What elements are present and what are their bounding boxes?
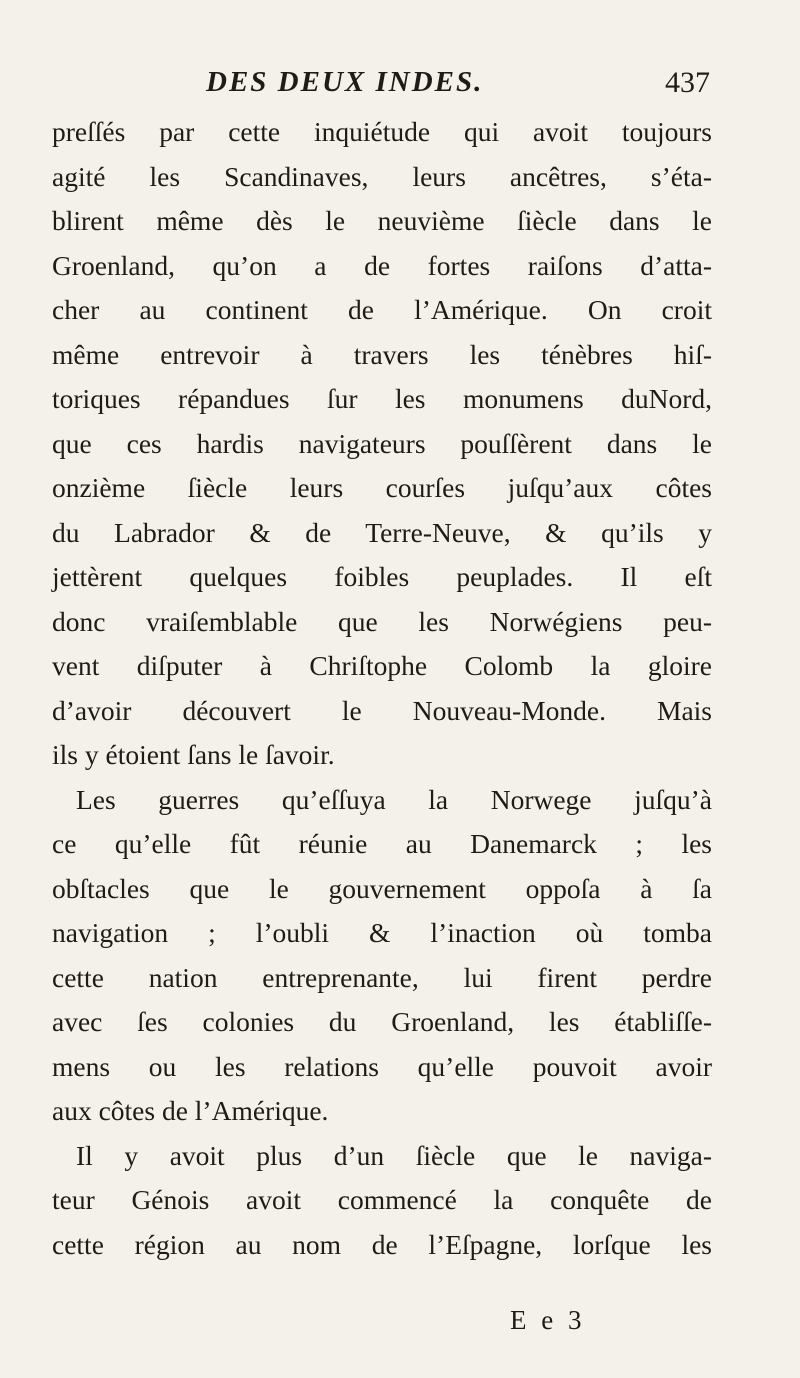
text-line: d’avoir découvert le Nouveau-Monde. Mais bbox=[52, 694, 712, 726]
text-line: Les guerres qu’eſſuya la Norwege juſqu’à bbox=[76, 783, 712, 815]
text-line: toriques répandues ſur les monumens duNord, bbox=[52, 383, 712, 414]
text-line: avec ſes colonies du Groenland, les établiſſe- bbox=[52, 1006, 712, 1037]
text-line: même entrevoir à travers les ténèbres hiſ- bbox=[52, 338, 712, 370]
text-line: aux côtes de l’Amérique. bbox=[52, 1095, 329, 1126]
text-line: vent diſputer à Chriſtophe Colomb la gloire bbox=[52, 650, 712, 681]
text-line: cette région au nom de l’Eſpagne, lorſque les bbox=[52, 1228, 712, 1260]
text-line: obſtacles que le gouvernement oppoſa à ſa bbox=[52, 872, 712, 904]
text-line: agité les Scandinaves, leurs ancêtres, s’éta- bbox=[52, 160, 712, 192]
text-line: Groenland, qu’on a de fortes raiſons d’atta- bbox=[52, 249, 712, 281]
text-line: que ces hardis navigateurs pouſſèrent dans le bbox=[52, 427, 712, 459]
text-line: donc vraiſemblable que les Norwégiens peu- bbox=[52, 605, 712, 637]
text-line: ils y étoient ſans le ſavoir. bbox=[52, 739, 335, 770]
text-line: cette nation entreprenante, lui firent perdre bbox=[52, 961, 712, 993]
text-line: du Labrador & de Terre-Neuve, & qu’ils y bbox=[52, 516, 712, 548]
running-title: DES DEUX INDES. bbox=[206, 66, 484, 98]
text-line: onzième ſiècle leurs courſes juſqu’aux côtes bbox=[52, 472, 712, 503]
body-text bbox=[52, 110, 712, 1267]
text-line: ce qu’elle fût réunie au Danemarck ; les bbox=[52, 828, 712, 859]
page-number: 437 bbox=[665, 66, 710, 99]
text-line: navigation ; l’oubli & l’inaction où tomba bbox=[52, 917, 712, 948]
signature-mark: E e 3 bbox=[510, 1305, 586, 1335]
text-line: teur Génois avoit commencé la conquête de bbox=[52, 1184, 712, 1215]
text-line: Il y avoit plus d’un ſiècle que le naviga- bbox=[76, 1139, 712, 1171]
text-line: blirent même dès le neuvième ſiècle dans le bbox=[52, 205, 712, 236]
text-line: preſſés par cette inquiétude qui avoit toujours bbox=[52, 116, 712, 147]
text-line: jettèrent quelques foibles peuplades. Il eſt bbox=[52, 561, 712, 592]
text-line: mens ou les relations qu’elle pouvoit avoir bbox=[52, 1050, 712, 1082]
text-line: cher au continent de l’Amérique. On croit bbox=[52, 294, 712, 325]
page-header bbox=[200, 66, 710, 110]
